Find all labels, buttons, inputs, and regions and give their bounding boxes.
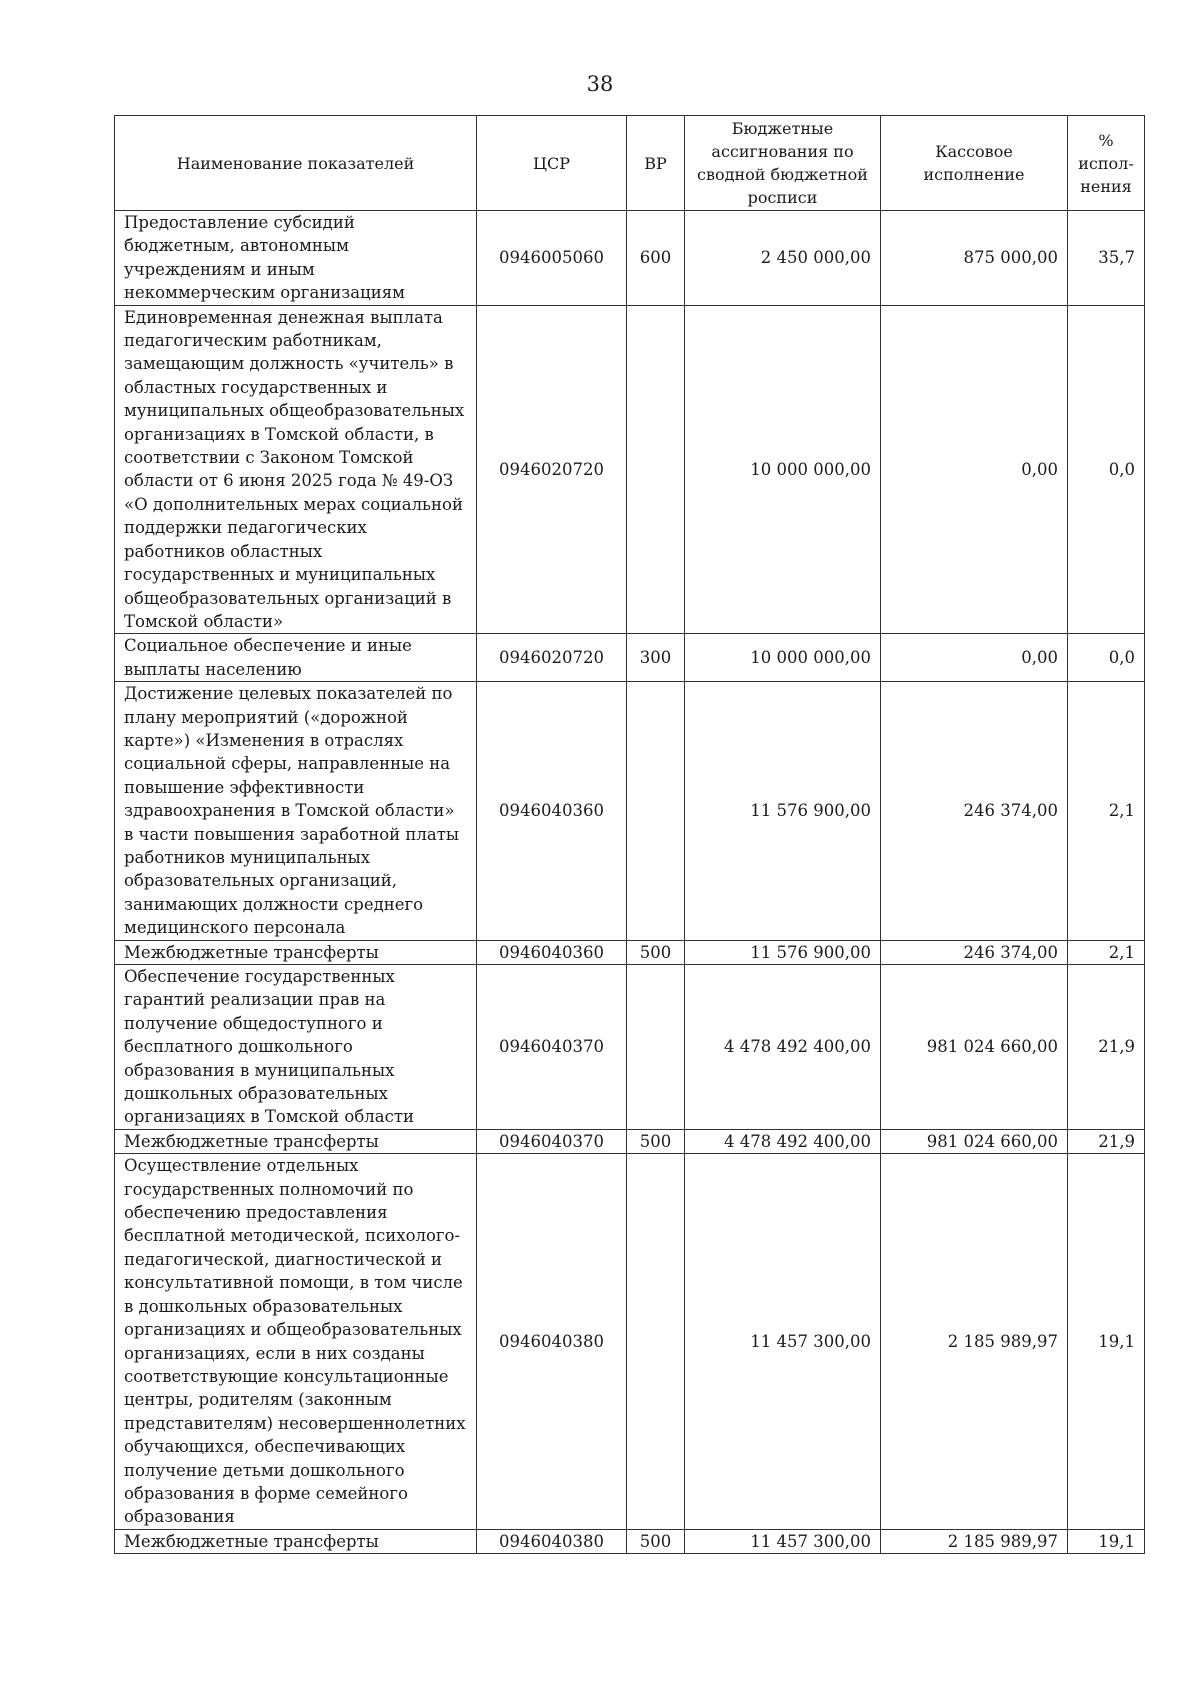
row-percent: 21,9 bbox=[1068, 1129, 1145, 1153]
row-allocations: 11 457 300,00 bbox=[685, 1529, 881, 1553]
row-execution: 0,00 bbox=[881, 634, 1068, 682]
row-csr: 0946040380 bbox=[477, 1154, 627, 1530]
row-name: Межбюджетные трансферты bbox=[115, 1529, 477, 1553]
row-execution: 875 000,00 bbox=[881, 211, 1068, 306]
table-row bbox=[115, 682, 1145, 940]
row-csr: 0946040360 bbox=[477, 940, 627, 964]
row-allocations: 10 000 000,00 bbox=[685, 305, 881, 634]
row-csr: 0946040370 bbox=[477, 1129, 627, 1153]
row-name: Единовременная денежная выплата педагогическим работникам, замещающим должность «учитель» в областных государственных и муниципальных общеобразовательных организациях в Томской области, в соответствии с Законом Томской области от 6 июня 2025 года № 49-ОЗ «О дополнительных мерах социальной поддержки педагогических работников областных государственных и муниципальных общеобразовательных организаций в Томской области» bbox=[115, 305, 477, 634]
header-csr: ЦСР bbox=[477, 116, 627, 211]
row-vr: 600 bbox=[627, 211, 685, 306]
row-execution: 2 185 989,97 bbox=[881, 1154, 1068, 1530]
row-percent: 0,0 bbox=[1068, 634, 1145, 682]
row-csr: 0946005060 bbox=[477, 211, 627, 306]
row-execution: 2 185 989,97 bbox=[881, 1529, 1068, 1553]
row-allocations: 4 478 492 400,00 bbox=[685, 1129, 881, 1153]
row-vr bbox=[627, 682, 685, 940]
row-percent: 35,7 bbox=[1068, 211, 1145, 306]
row-allocations: 2 450 000,00 bbox=[685, 211, 881, 306]
row-allocations: 10 000 000,00 bbox=[685, 634, 881, 682]
row-percent: 19,1 bbox=[1068, 1529, 1145, 1553]
table-body bbox=[115, 211, 1145, 1554]
row-name: Предоставление субсидий бюджетным, автономным учреждениям и иным некоммерческим организациям bbox=[115, 211, 477, 306]
row-allocations: 4 478 492 400,00 bbox=[685, 965, 881, 1130]
row-name: Осуществление отдельных государственных полномочий по обеспечению предоставления бесплатной методической, психолого-педагогической, диагностической и консультативной помощи, в том числе в дошкольных образовательных организациях и общеобразовательных организациях, если в них созданы соответствующие консультационные центры, родителям (законным представителям) несовершеннолетних обучающихся, обеспечивающих получение детьми дошкольного образования в форме семейного образования bbox=[115, 1154, 477, 1530]
table-row bbox=[115, 634, 1145, 682]
row-percent: 0,0 bbox=[1068, 305, 1145, 634]
header-percent: % испол-нения bbox=[1068, 116, 1145, 211]
row-vr: 500 bbox=[627, 1129, 685, 1153]
table-row bbox=[115, 1129, 1145, 1153]
budget-table bbox=[114, 115, 1145, 1554]
row-percent: 2,1 bbox=[1068, 940, 1145, 964]
row-execution: 981 024 660,00 bbox=[881, 1129, 1068, 1153]
row-name: Достижение целевых показателей по плану мероприятий («дорожной карте») «Изменения в отраслях социальной сферы, направленные на повышение эффективности здравоохранения в Томской области» в части повышения заработной платы работников муниципальных образовательных организаций, занимающих должности среднего медицинского персонала bbox=[115, 682, 477, 940]
row-vr: 500 bbox=[627, 1529, 685, 1553]
row-execution: 981 024 660,00 bbox=[881, 965, 1068, 1130]
table-row bbox=[115, 1529, 1145, 1553]
row-allocations: 11 576 900,00 bbox=[685, 940, 881, 964]
page-number: 38 bbox=[586, 72, 614, 96]
row-csr: 0946020720 bbox=[477, 305, 627, 634]
row-csr: 0946020720 bbox=[477, 634, 627, 682]
row-execution: 0,00 bbox=[881, 305, 1068, 634]
table-row bbox=[115, 940, 1145, 964]
row-execution: 246 374,00 bbox=[881, 682, 1068, 940]
row-percent: 19,1 bbox=[1068, 1154, 1145, 1530]
row-name: Социальное обеспечение и иные выплаты населению bbox=[115, 634, 477, 682]
row-percent: 2,1 bbox=[1068, 682, 1145, 940]
header-vr: ВР bbox=[627, 116, 685, 211]
row-execution: 246 374,00 bbox=[881, 940, 1068, 964]
row-vr bbox=[627, 965, 685, 1130]
row-name: Межбюджетные трансферты bbox=[115, 940, 477, 964]
row-name: Межбюджетные трансферты bbox=[115, 1129, 477, 1153]
table-row bbox=[115, 305, 1145, 634]
row-percent: 21,9 bbox=[1068, 965, 1145, 1130]
row-csr: 0946040360 bbox=[477, 682, 627, 940]
row-vr: 300 bbox=[627, 634, 685, 682]
row-csr: 0946040380 bbox=[477, 1529, 627, 1553]
row-vr: 500 bbox=[627, 940, 685, 964]
row-allocations: 11 457 300,00 bbox=[685, 1154, 881, 1530]
header-allocations: Бюджетные ассигнования по сводной бюджетной росписи bbox=[685, 116, 881, 211]
header-row bbox=[115, 116, 1145, 211]
table-row bbox=[115, 965, 1145, 1130]
header-name: Наименование показателей bbox=[115, 116, 477, 211]
header-execution: Кассовое исполнение bbox=[881, 116, 1068, 211]
table-header bbox=[115, 116, 1145, 211]
row-vr bbox=[627, 1154, 685, 1530]
row-name: Обеспечение государственных гарантий реализации прав на получение общедоступного и бесплатного дошкольного образования в муниципальных дошкольных образовательных организациях в Томской области bbox=[115, 965, 477, 1130]
table-row bbox=[115, 1154, 1145, 1530]
row-vr bbox=[627, 305, 685, 634]
row-csr: 0946040370 bbox=[477, 965, 627, 1130]
table-row bbox=[115, 211, 1145, 306]
row-allocations: 11 576 900,00 bbox=[685, 682, 881, 940]
